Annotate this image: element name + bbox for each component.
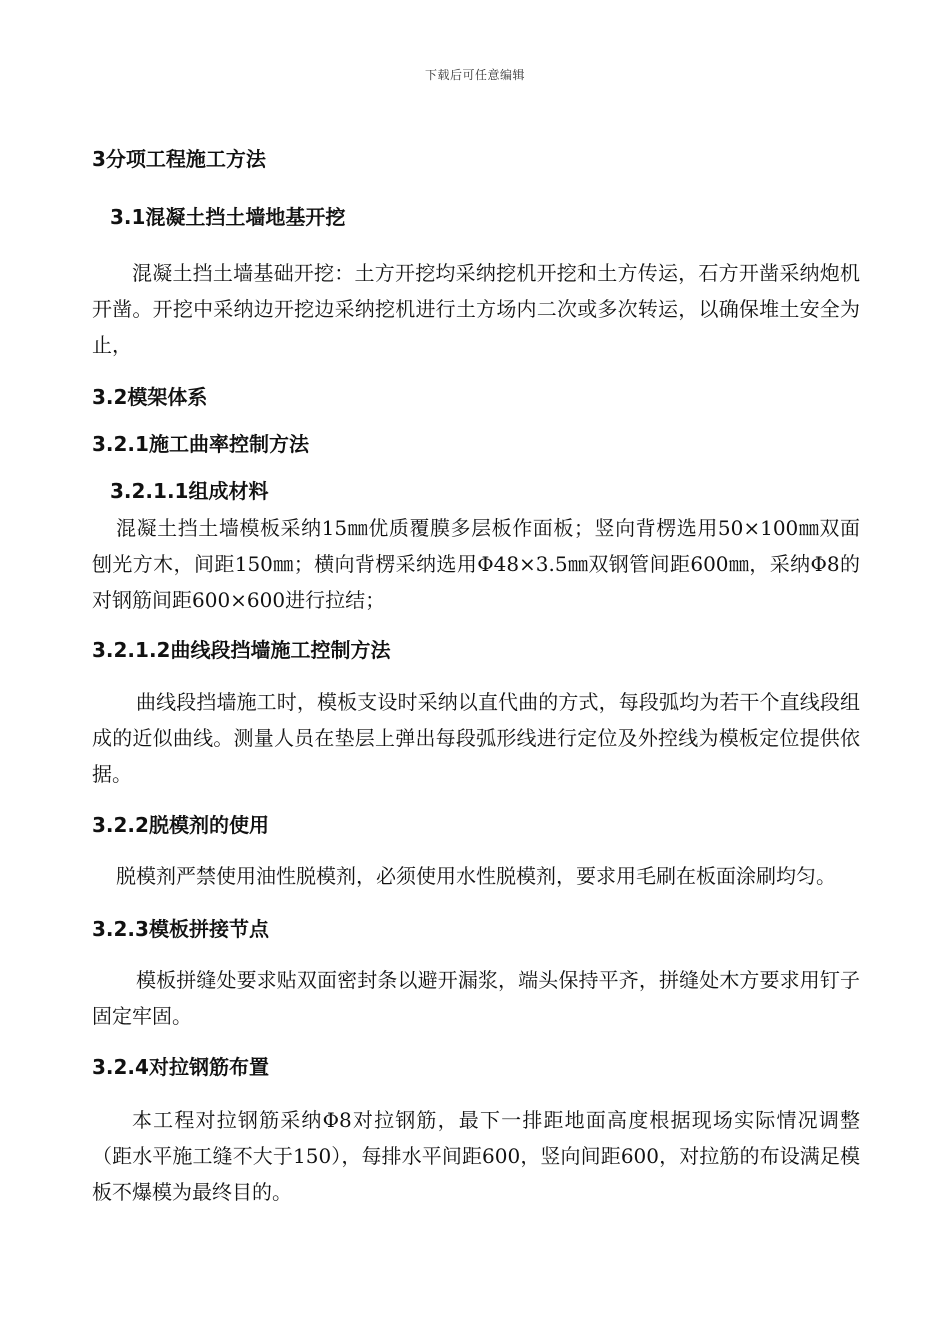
- section-3-1-heading: 3.1混凝土挡土墙地基开挖: [110, 205, 346, 229]
- section-3-2-4-paragraph: 本工程对拉钢筋采纳Φ8对拉钢筋，最下一排距地面高度根据现场实际情况调整（距水平施工缝不大于150），每排水平间距600，竖向间距600，对拉筋的布设满足模板不爆模为最终目的。: [92, 1108, 860, 1204]
- section-3-2-1-1-heading: 3.2.1.1组成材料: [110, 479, 269, 503]
- section-3-2-1-heading: 3.2.1施工曲率控制方法: [92, 432, 309, 456]
- section-3-2-1-2-heading: 3.2.1.2曲线段挡墙施工控制方法: [92, 638, 391, 662]
- section-3-2-3-heading: 3.2.3模板拼接节点: [92, 917, 269, 941]
- section-3-1-paragraph: 混凝土挡土墙基础开挖：土方开挖均采纳挖机开挖和土方传运，石方开凿采纳炮机开凿。开挖中采纳边开挖边采纳挖机进行土方场内二次或多次转运，以确保堆土安全为止，: [92, 261, 860, 357]
- section-3-2-2-heading: 3.2.2脱模剂的使用: [92, 813, 269, 837]
- section-3-2-heading: 3.2模架体系: [92, 385, 208, 409]
- section-3-2-2-paragraph: 脱模剂严禁使用油性脱模剂，必须使用水性脱模剂，要求用毛刷在板面涂刷均匀。: [116, 864, 836, 888]
- section-3-2-1-2-paragraph: 曲线段挡墙施工时，模板支设时采纳以直代曲的方式，每段弧均为若干个直线段组成的近似曲线。测量人员在垫层上弹出每段弧形线进行定位及外控线为模板定位提供依据。: [92, 690, 860, 786]
- document-body: [92, 136, 860, 1210]
- header-note: 下载后可任意编辑: [424, 68, 525, 82]
- section-3-2-4-heading: 3.2.4对拉钢筋布置: [92, 1055, 269, 1079]
- section-3-2-1-1-paragraph: 混凝土挡土墙模板采纳15㎜优质覆膜多层板作面板；竖向背楞选用50×100㎜双面刨光方木，间距150㎜；横向背楞采纳选用Φ48×3.5㎜双钢管间距600㎜，采纳Φ8的对钢筋间距600×600进行拉结；: [92, 516, 860, 612]
- section-3-2-3-paragraph: 模板拼缝处要求贴双面密封条以避开漏浆，端头保持平齐，拼缝处木方要求用钉子固定牢固。: [92, 968, 860, 1028]
- section-3-heading: 3分项工程施工方法: [92, 147, 266, 171]
